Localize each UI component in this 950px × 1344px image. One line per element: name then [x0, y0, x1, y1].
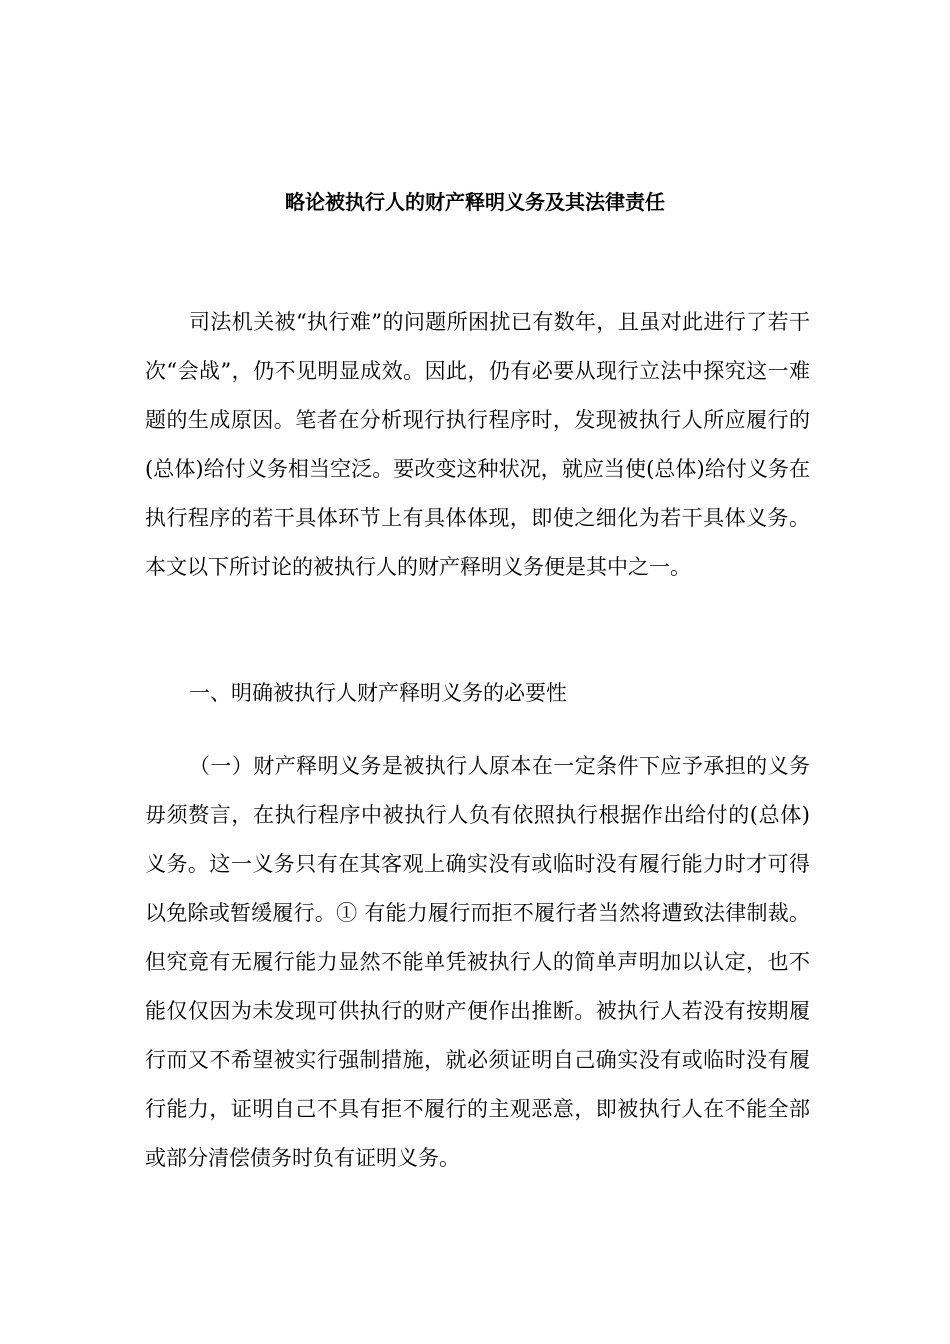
document-title: 略论被执行人的财产释明义务及其法律责任 [285, 190, 665, 214]
paragraph-intro: 司法机关被“执行难”的问题所困扰已有数年，且虽对此进行了若干次“会战”，仍不见明显成效。因此，仍有必要从现行立法中探究这一难题的生成原因。笔者在分析现行执行程序时，发现被执行人所应履行的(总体)给付义务相当空泛。要改变这种状况，就应当使(总体)给付义务在执行程序的若干具体环节上有具体体现，即使之细化为若干具体义务。本文以下所讨论的被执行人的财产释明义务便是其中之一。 [145, 310, 810, 579]
paragraph-section-1: （一）财产释明义务是被执行人原本在一定条件下应予承担的义务毋须赘言，在执行程序中被执行人负有依照执行根据作出给付的(总体)义务。这一义务只有在其客观上确实没有或临时没有履行能力时才可得以免除或暂缓履行。① 有能力履行而拒不履行者当然将遭致法律制裁。但究竟有无履行能力显然不能单凭被执行人的简单声明加以认定，也不能仅仅因为未发现可供执行的财产便作出推断。被执行人若没有按期履行而又不希望被实行强制措施，就必须证明自己确实没有或临时没有履行能力，证明自己不具有拒不履行的主观恶意，即被执行人在不能全部或部分清偿债务时负有证明义务。 [145, 754, 810, 1170]
section-heading-1: 一、明确被执行人财产释明义务的必要性 [189, 681, 567, 705]
